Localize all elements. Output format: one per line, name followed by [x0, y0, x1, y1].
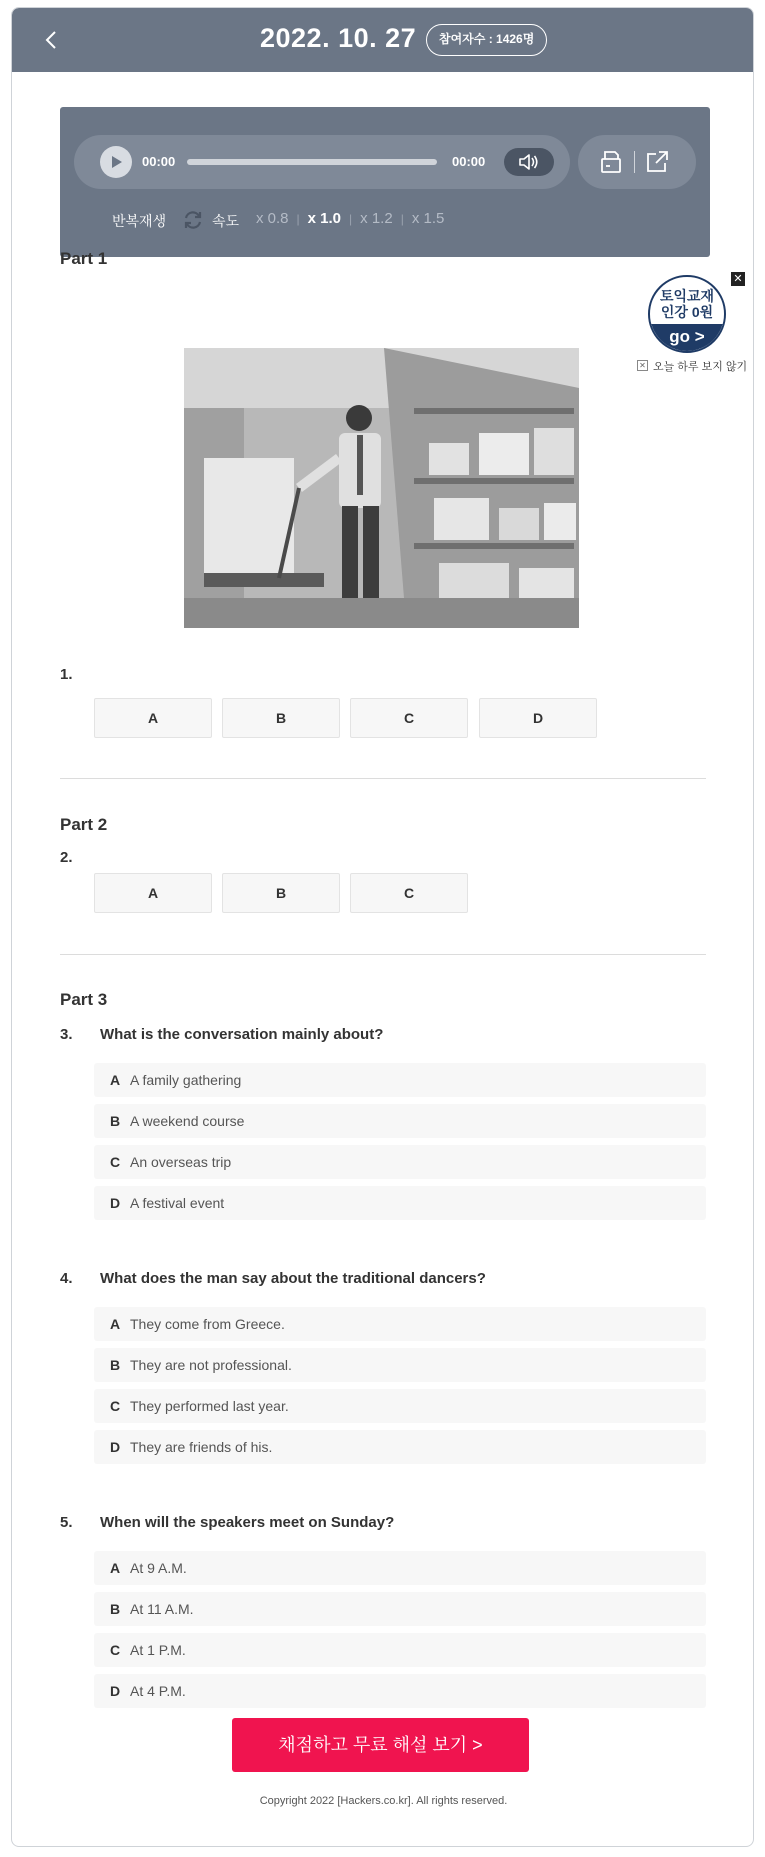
q4-answer-a[interactable] [94, 1307, 706, 1341]
answer-text: A festival event [130, 1195, 225, 1211]
page-title: 2022. 10. 27 [260, 23, 417, 53]
speed-label: 속도 [212, 213, 240, 229]
answer-text: At 1 P.M. [130, 1642, 186, 1658]
submit-grade-button[interactable]: 채점하고 무료 해설 보기 > [232, 1718, 529, 1772]
q3-answer-c[interactable] [94, 1145, 706, 1179]
answer-letter: D [110, 1683, 121, 1699]
answer-text: At 4 P.M. [130, 1683, 186, 1699]
q1-option-d[interactable]: D [479, 698, 597, 738]
answer-letter: A [110, 1316, 121, 1332]
ad-text-line-1: 토익교재 [659, 288, 715, 304]
q1-option-c[interactable]: C [350, 698, 468, 738]
q2-option-a[interactable]: A [94, 873, 212, 913]
answer-letter: B [110, 1601, 121, 1617]
answer-text: An overseas trip [130, 1154, 232, 1170]
q3-answer-d[interactable] [94, 1186, 706, 1220]
hide-today-label[interactable]: 오늘 하루 보지 않기 [653, 361, 748, 373]
print-button[interactable] [598, 149, 624, 175]
answer-letter: B [110, 1113, 121, 1129]
ad-go-button: go > [650, 324, 724, 353]
audio-controls [74, 135, 570, 189]
warehouse-photo [184, 348, 579, 628]
q5-answer-b[interactable] [94, 1592, 706, 1626]
q2-option-c[interactable]: C [350, 873, 468, 913]
q4-answer-b[interactable] [94, 1348, 706, 1382]
speed-separator: | [296, 212, 300, 226]
chevron-left-icon [40, 28, 64, 52]
floating-ad [635, 272, 755, 377]
ad-close-button[interactable]: ✕ [731, 272, 745, 286]
audio-player [60, 107, 710, 257]
question-3-number: 3. [60, 1026, 73, 1043]
part-3-title: Part 3 [60, 990, 108, 1009]
back-button[interactable] [40, 28, 64, 52]
answer-text: At 11 A.M. [130, 1601, 194, 1617]
answer-text: A family gathering [130, 1072, 242, 1088]
ad-banner[interactable] [648, 275, 726, 353]
play-button[interactable] [100, 146, 132, 178]
volume-button[interactable] [504, 148, 554, 176]
total-time: 00:00 [452, 154, 486, 169]
q1-option-b[interactable]: B [222, 698, 340, 738]
answer-text: They are not professional. [130, 1357, 292, 1373]
speaker-icon [518, 153, 540, 171]
repeat-label: 반복재생 [112, 213, 167, 229]
print-icon [598, 149, 624, 175]
q1-option-a[interactable]: A [94, 698, 212, 738]
q5-answer-d[interactable] [94, 1674, 706, 1708]
answer-letter: D [110, 1195, 121, 1211]
answer-text: At 9 A.M. [130, 1560, 187, 1576]
question-2-number: 2. [60, 849, 73, 866]
q4-answer-d[interactable] [94, 1430, 706, 1464]
answer-letter: C [110, 1398, 121, 1414]
q2-option-b[interactable]: B [222, 873, 340, 913]
speed-separator: | [349, 212, 353, 226]
copyright-text: Copyright 2022 [Hackers.co.kr]. All rights reserved. [259, 1795, 508, 1807]
question-4-text: What does the man say about the traditional dancers? [100, 1270, 486, 1287]
speed-option-1-0[interactable]: x 1.0 [307, 210, 342, 227]
tools-divider [634, 151, 635, 173]
answer-text: A weekend course [130, 1113, 245, 1129]
speed-option-1-2[interactable]: x 1.2 [360, 210, 393, 227]
answer-text: They come from Greece. [130, 1316, 285, 1332]
answer-letter: D [110, 1439, 121, 1455]
answer-letter: C [110, 1642, 121, 1658]
repeat-icon [182, 209, 204, 231]
question-3-text: What is the conversation mainly about? [100, 1026, 384, 1043]
share-button[interactable] [644, 149, 670, 175]
tools-controls [578, 135, 696, 189]
current-time: 00:00 [142, 154, 176, 169]
external-link-icon [644, 149, 670, 175]
q3-answer-b[interactable] [94, 1104, 706, 1138]
answer-letter: A [110, 1072, 121, 1088]
part-2-title: Part 2 [60, 815, 108, 834]
answer-text: They are friends of his. [130, 1439, 273, 1455]
question-4-number: 4. [60, 1270, 73, 1287]
section-divider [60, 954, 706, 955]
answer-text: They performed last year. [130, 1398, 289, 1414]
question-5-text: When will the speakers meet on Sunday? [100, 1514, 395, 1531]
answer-letter: C [110, 1154, 121, 1170]
speed-separator: | [400, 212, 404, 226]
answer-letter: B [110, 1357, 121, 1373]
ad-text-line-2: 인강 0원 [660, 304, 714, 320]
speed-option-0-8[interactable]: x 0.8 [256, 210, 289, 227]
part-1-title: Part 1 [60, 249, 108, 268]
question-5-number: 5. [60, 1514, 73, 1531]
speed-option-1-5[interactable]: x 1.5 [411, 210, 445, 227]
hide-today-checkbox[interactable]: ✕ [637, 360, 648, 371]
question-photo [184, 348, 579, 628]
q3-answer-a[interactable] [94, 1063, 706, 1097]
speed-options [256, 210, 444, 227]
answer-letter: A [110, 1560, 121, 1576]
q4-answer-c[interactable] [94, 1389, 706, 1423]
progress-bar[interactable] [187, 159, 437, 165]
question-1-number: 1. [60, 666, 73, 683]
participants-badge: 참여자수 : 1426명 [426, 24, 547, 56]
top-bar [12, 8, 754, 72]
play-icon [111, 155, 123, 169]
q5-answer-a[interactable] [94, 1551, 706, 1585]
repeat-button[interactable] [182, 209, 204, 231]
section-divider [60, 778, 706, 779]
q5-answer-c[interactable] [94, 1633, 706, 1667]
